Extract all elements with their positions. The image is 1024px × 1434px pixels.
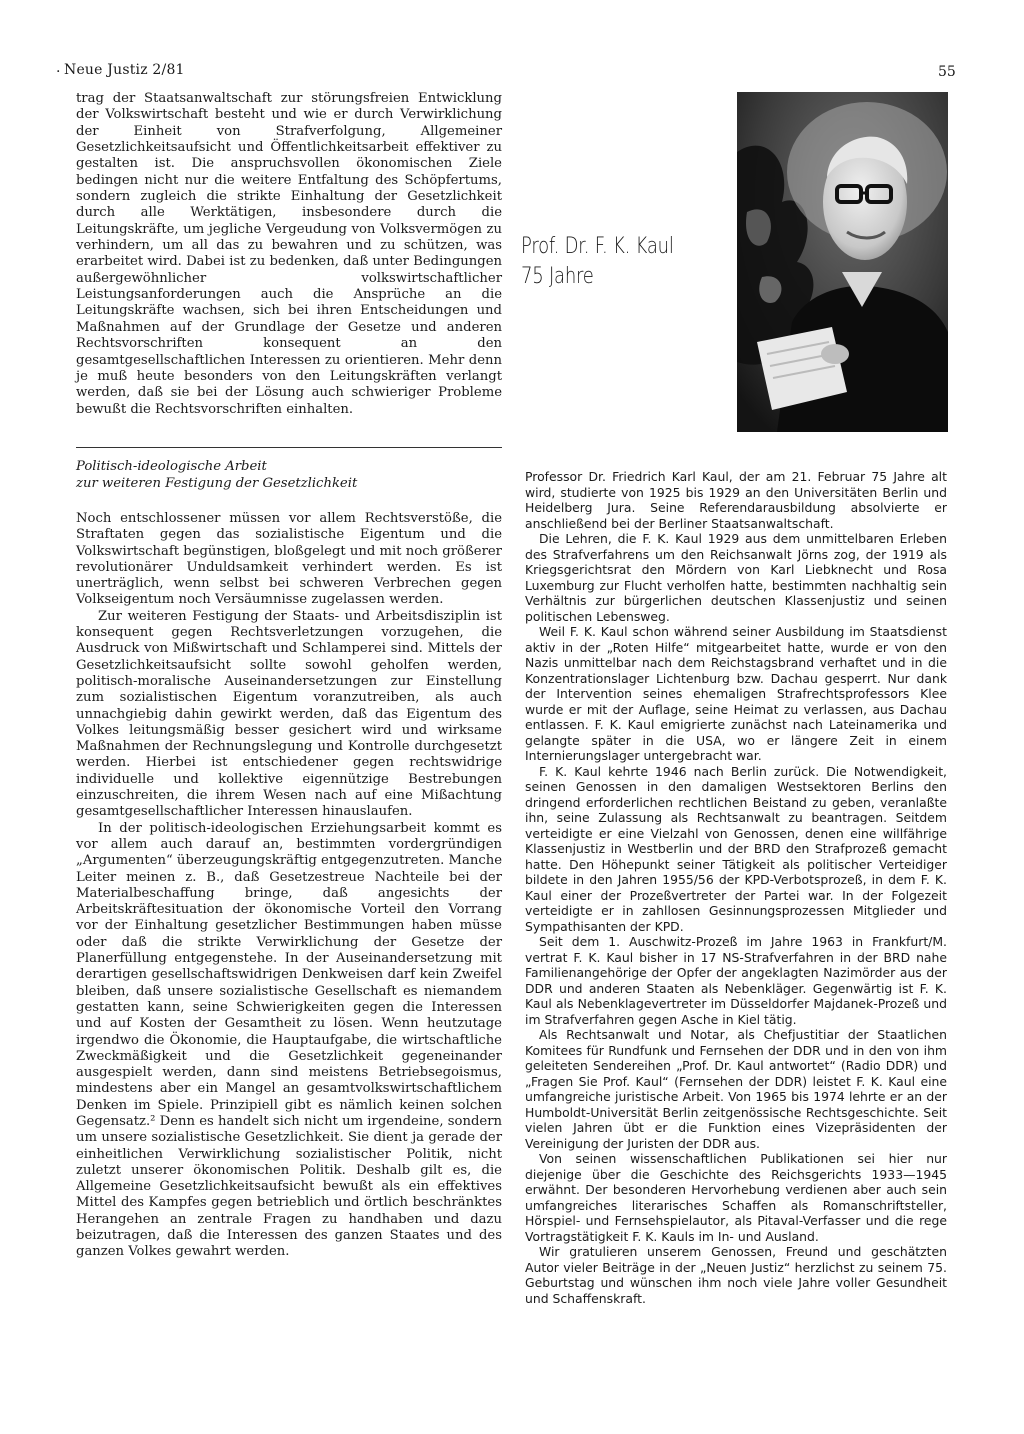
- article-paragraph: Weil F. K. Kaul schon während seiner Ausbildung im Staatsdienst aktiv in der „Roten Hilfe“ mitgearbeitet hatte, wurde er von den Nazis unmittelbar nach dem Reichstagsbrand verhaftet und in die Konzentrationslager Lichtenburg bzw. Dachau gesperrt. Nur dank der Intervention seines ehemaligen Strafrechtsprofessors Klee wurde er mit der Auflage, seine Heimat zu verlassen, aus Dachau entlassen. F. K. Kaul emigrierte zunächst nach Lateinamerika und gelangte später in die USA, wo er längere Zeit in einem Internierungslager untergebracht war.: [525, 624, 947, 763]
- running-header: . Neue Justiz 2/81: [64, 62, 185, 78]
- left-column-top: [76, 91, 502, 418]
- article-paragraph: Wir gratulieren unserem Genossen, Freund und geschätzten Autor vieler Beiträge in der „Neuen Justiz“ herzlichst zu seinem 75. Geburtstag und wünschen ihm noch viele Jahre voller Gesundheit und Schaffenskraft.: [525, 1244, 947, 1306]
- portrait-photo-icon: [737, 92, 948, 432]
- section-heading-line: Politisch-ideologische Arbeit: [76, 459, 267, 474]
- feature-title-line: 75 Jahre: [521, 264, 594, 289]
- body-paragraph: In der politisch-ideologischen Erziehungsarbeit kommt es vor allem auch darauf an, bestimmten vordergründigen „Argumenten“ überzeugungskräftig entgegenzutreten. Manche Leiter meinen z. B., daß Gesetzestreue Nachteile bei der Materialbeschaffung bringe, daß angesichts der Arbeitskräftesituation der ökonomische Vorteil den Vorrang vor der Einhaltung gesetzlicher Bestimmungen haben müsse oder daß die strikte Verwirklichung der Gesetze der Planerfüllung entgegenstehe. In der Auseinandersetzung mit derartigen gesellschaftswidrigen Denkweisen darf kein Zweifel bleiben, daß unsere sozialistische Gesellschaft es niemandem gestatten kann, seine Schwierigkeiten gegen die Interessen und auf Kosten der Gesamtheit zu lösen. Wenn heutzutage irgendwo die Ökonomie, die Hauptaufgabe, die wirtschaftliche Zweckmäßigkeit und die Gesetzlichkeit gegeneinander ausgespielt werden, dann sind meistens Betriebsegoismus, mindestens aber ein Mangel an gesamtvolkswirtschaftlichem Denken im Spiele. Prinzipiell gibt es nämlich keinen solchen Gegensatz.² Denn es handelt sich nicht um irgendeine, sondern um unsere sozialistische Gesetzlichkeit. Sie dient ja gerade der einheitlichen Verwirklichung sozialistischer Politik, nicht zuletzt unserer ökonomischen Politik. Deshalb gilt es, die Allgemeine Gesetzlichkeitsaufsicht bewußt als ein effektives Mittel des Kampfes gegen betrieblich und örtlich beschränktes Herangehen an zentrale Fragen zu handhaben und dazu beizutragen, daß die Interessen des ganzen Staates und des ganzen Volkes gewahrt werden.: [76, 820, 502, 1260]
- left-column-section: [76, 511, 502, 1261]
- article-paragraph: Die Lehren, die F. K. Kaul 1929 aus dem unmittelbaren Erleben des Strafverfahrens um den Reichsanwalt Jörns zog, der 1919 als Kriegsgerichtsrat den Mördern von Karl Liebknecht und Rosa Luxemburg zur Flucht verholfen hatte, bestimmten nachhaltig sein Verhältnis zur bürgerlichen deutschen Klassenjustiz und seinen politischen Lebensweg.: [525, 531, 947, 624]
- body-paragraph: Noch entschlossener müssen vor allem Rechtsverstöße, die Straftaten gegen das sozialistische Eigentum und die Volkswirtschaft begünstigen, bloßgelegt und mit noch größerer revolutionärer Unduldsamkeit verhindert werden. Es ist unerträglich, wenn selbst bei schweren Verbrechen gegen Volkseigentum noch Versäumnisse zugelassen werden.: [76, 511, 502, 608]
- article-paragraph: Von seinen wissenschaftlichen Publikationen sei hier nur diejenige über die Geschichte des Reichsgerichts 1933—1945 erwähnt. Der besonderen Hervorhebung verdienen aber auch sein umfangreiches literarisches Schaffen als Romanschriftsteller, Hörspiel- und Fernsehspielautor, als Pitaval-Verfasser und die rege Vortragstätigkeit F. K. Kauls im In- und Ausland.: [525, 1151, 947, 1244]
- article-paragraph: Seit dem 1. Auschwitz-Prozeß im Jahre 1963 in Frankfurt/M. vertrat F. K. Kaul bisher in 17 NS-Strafverfahren in der BRD nahe Familienangehörige der Opfer der angeklagten Nazimörder aus der DDR und anderen Staaten als Nebenkläger. Gegenwärtig ist F. K. Kaul als Nebenklagevertreter im Düsseldorfer Majdanek-Prozeß und im Strafverfahren gegen Asche in Kiel tätig.: [525, 934, 947, 1027]
- article-paragraph: F. K. Kaul kehrte 1946 nach Berlin zurück. Die Notwendigkeit, seinen Genossen in den damaligen Westsektoren Berlins den dringend erforderlichen rechtlichen Beistand zu geben, veranlaßte ihn, seine Zulassung als Rechtsanwalt zu beantragen. Seitdem verteidigte er eine Vielzahl von Genossen, denen eine willfährige Klassenjustiz in Westberlin und der BRD den Strafprozeß gemacht hatte. Den Höhepunkt seiner Tätigkeit als politischer Verteidiger bildete in den Jahren 1955/56 der KPD-Verbotsprozeß, in dem F. K. Kaul einer der Prozeßvertreter der Partei war. In der Folgezeit verteidigte er in zahllosen Gesinnungsprozessen Mitglieder und Sympathisanten der KPD.: [525, 763, 947, 934]
- section-heading-line: zur weiteren Festigung der Gesetzlichkeit: [76, 476, 358, 491]
- feature-title-line: Prof. Dr. F. K. Kaul: [521, 234, 674, 259]
- body-paragraph: Zur weiteren Festigung der Staats- und Arbeitsdisziplin ist konsequent gegen Rechtsverletzungen vorzugehen, die Ausdruck von Mißwirtschaft und Schlamperei sind. Mittels der Gesetzlichkeitsaufsicht sollte sowohl geholfen werden, politisch-moralische Auseinandersetzungen zur Einstellung zum sozialistischen Eigentum voranzutreiben, als auch unnachgiebig dahin gewirkt werden, daß das Eigentum des Volkes leitungsmäßig besser gesichert wird und wirksame Maßnahmen der Rechnungslegung und Kontrolle durchgesetzt werden. Hierbei ist entschiedener gegen rechtswidrige individuelle und kollektive eigennützige Bestrebungen einzuschreiten, die ihrem Wesen nach auf eine Mißachtung gesamtgesellschaftlicher Interessen hinauslaufen.: [76, 608, 502, 820]
- body-paragraph: trag der Staatsanwaltschaft zur störungsfreien Entwicklung der Volkswirtschaft besteht und wie er durch Verwirklichung der Einheit von Strafverfolgung, Allgemeiner Gesetzlichkeitsaufsicht und Öffentlichkeitsarbeit effektiver zu gestalten ist. Die anspruchsvollen ökonomischen Ziele bedingen nicht nur die weitere Entfaltung des Schöpfertums, sondern zugleich die strikte Einhaltung der Gesetzlichkeit durch alle Werktätigen, insbesondere durch die Leitungskräfte, um jegliche Vergeudung von Volksvermögen zu verhindern, um all das zu bewahren und zu schützen, was erarbeitet wird. Dabei ist zu bedenken, daß unter Bedingungen außergewöhnlicher volkswirtschaftlicher Leistungsanforderungen auch die Ansprüche an die Leitungskräfte wachsen, sich bei ihren Entscheidungen und Maßnahmen auf der Grundlage der Gesetze und anderen Rechtsvorschriften konsequent an den gesamtgesellschaftlichen Interessen zu orientieren. Mehr denn je muß heute besonders von den Leitungskräften verlangt werden, daß sie bei der Lösung auch schwieriger Probleme bewußt die Rechtsvorschriften einhalten.: [76, 91, 502, 417]
- feature-title: [521, 232, 693, 292]
- section-heading: [76, 458, 502, 492]
- article-paragraph: Als Rechtsanwalt und Notar, als Chefjustitiar der Staatlichen Komitees für Rundfunk und Fernsehen der DDR und in den von ihm geleiteten Sendereihen „Prof. Dr. Kaul antwortet“ (Radio DDR) und „Fragen Sie Prof. Kaul“ (Fernsehen der DDR) leistet F. K. Kaul eine umfangreiche juristische Arbeit. Von 1965 bis 1974 lehrte er an der Humboldt-Universität Berlin zeitgenössische Rechtsgeschichte. Seit vielen Jahren übt er die Funktion eines Vizepräsidenten der Vereinigung der Juristen der DDR aus.: [525, 1027, 947, 1151]
- section-divider: [76, 447, 502, 448]
- article-paragraph: Professor Dr. Friedrich Karl Kaul, der am 21. Februar 75 Jahre alt wird, studierte von 1925 bis 1929 an den Universitäten Berlin und Heidelberg Jura. Seine Referendarausbildung absolvierte er anschließend bei der Berliner Staatsanwaltschaft.: [525, 469, 947, 531]
- page-number: 55: [938, 64, 956, 80]
- feature-article: [525, 469, 947, 1306]
